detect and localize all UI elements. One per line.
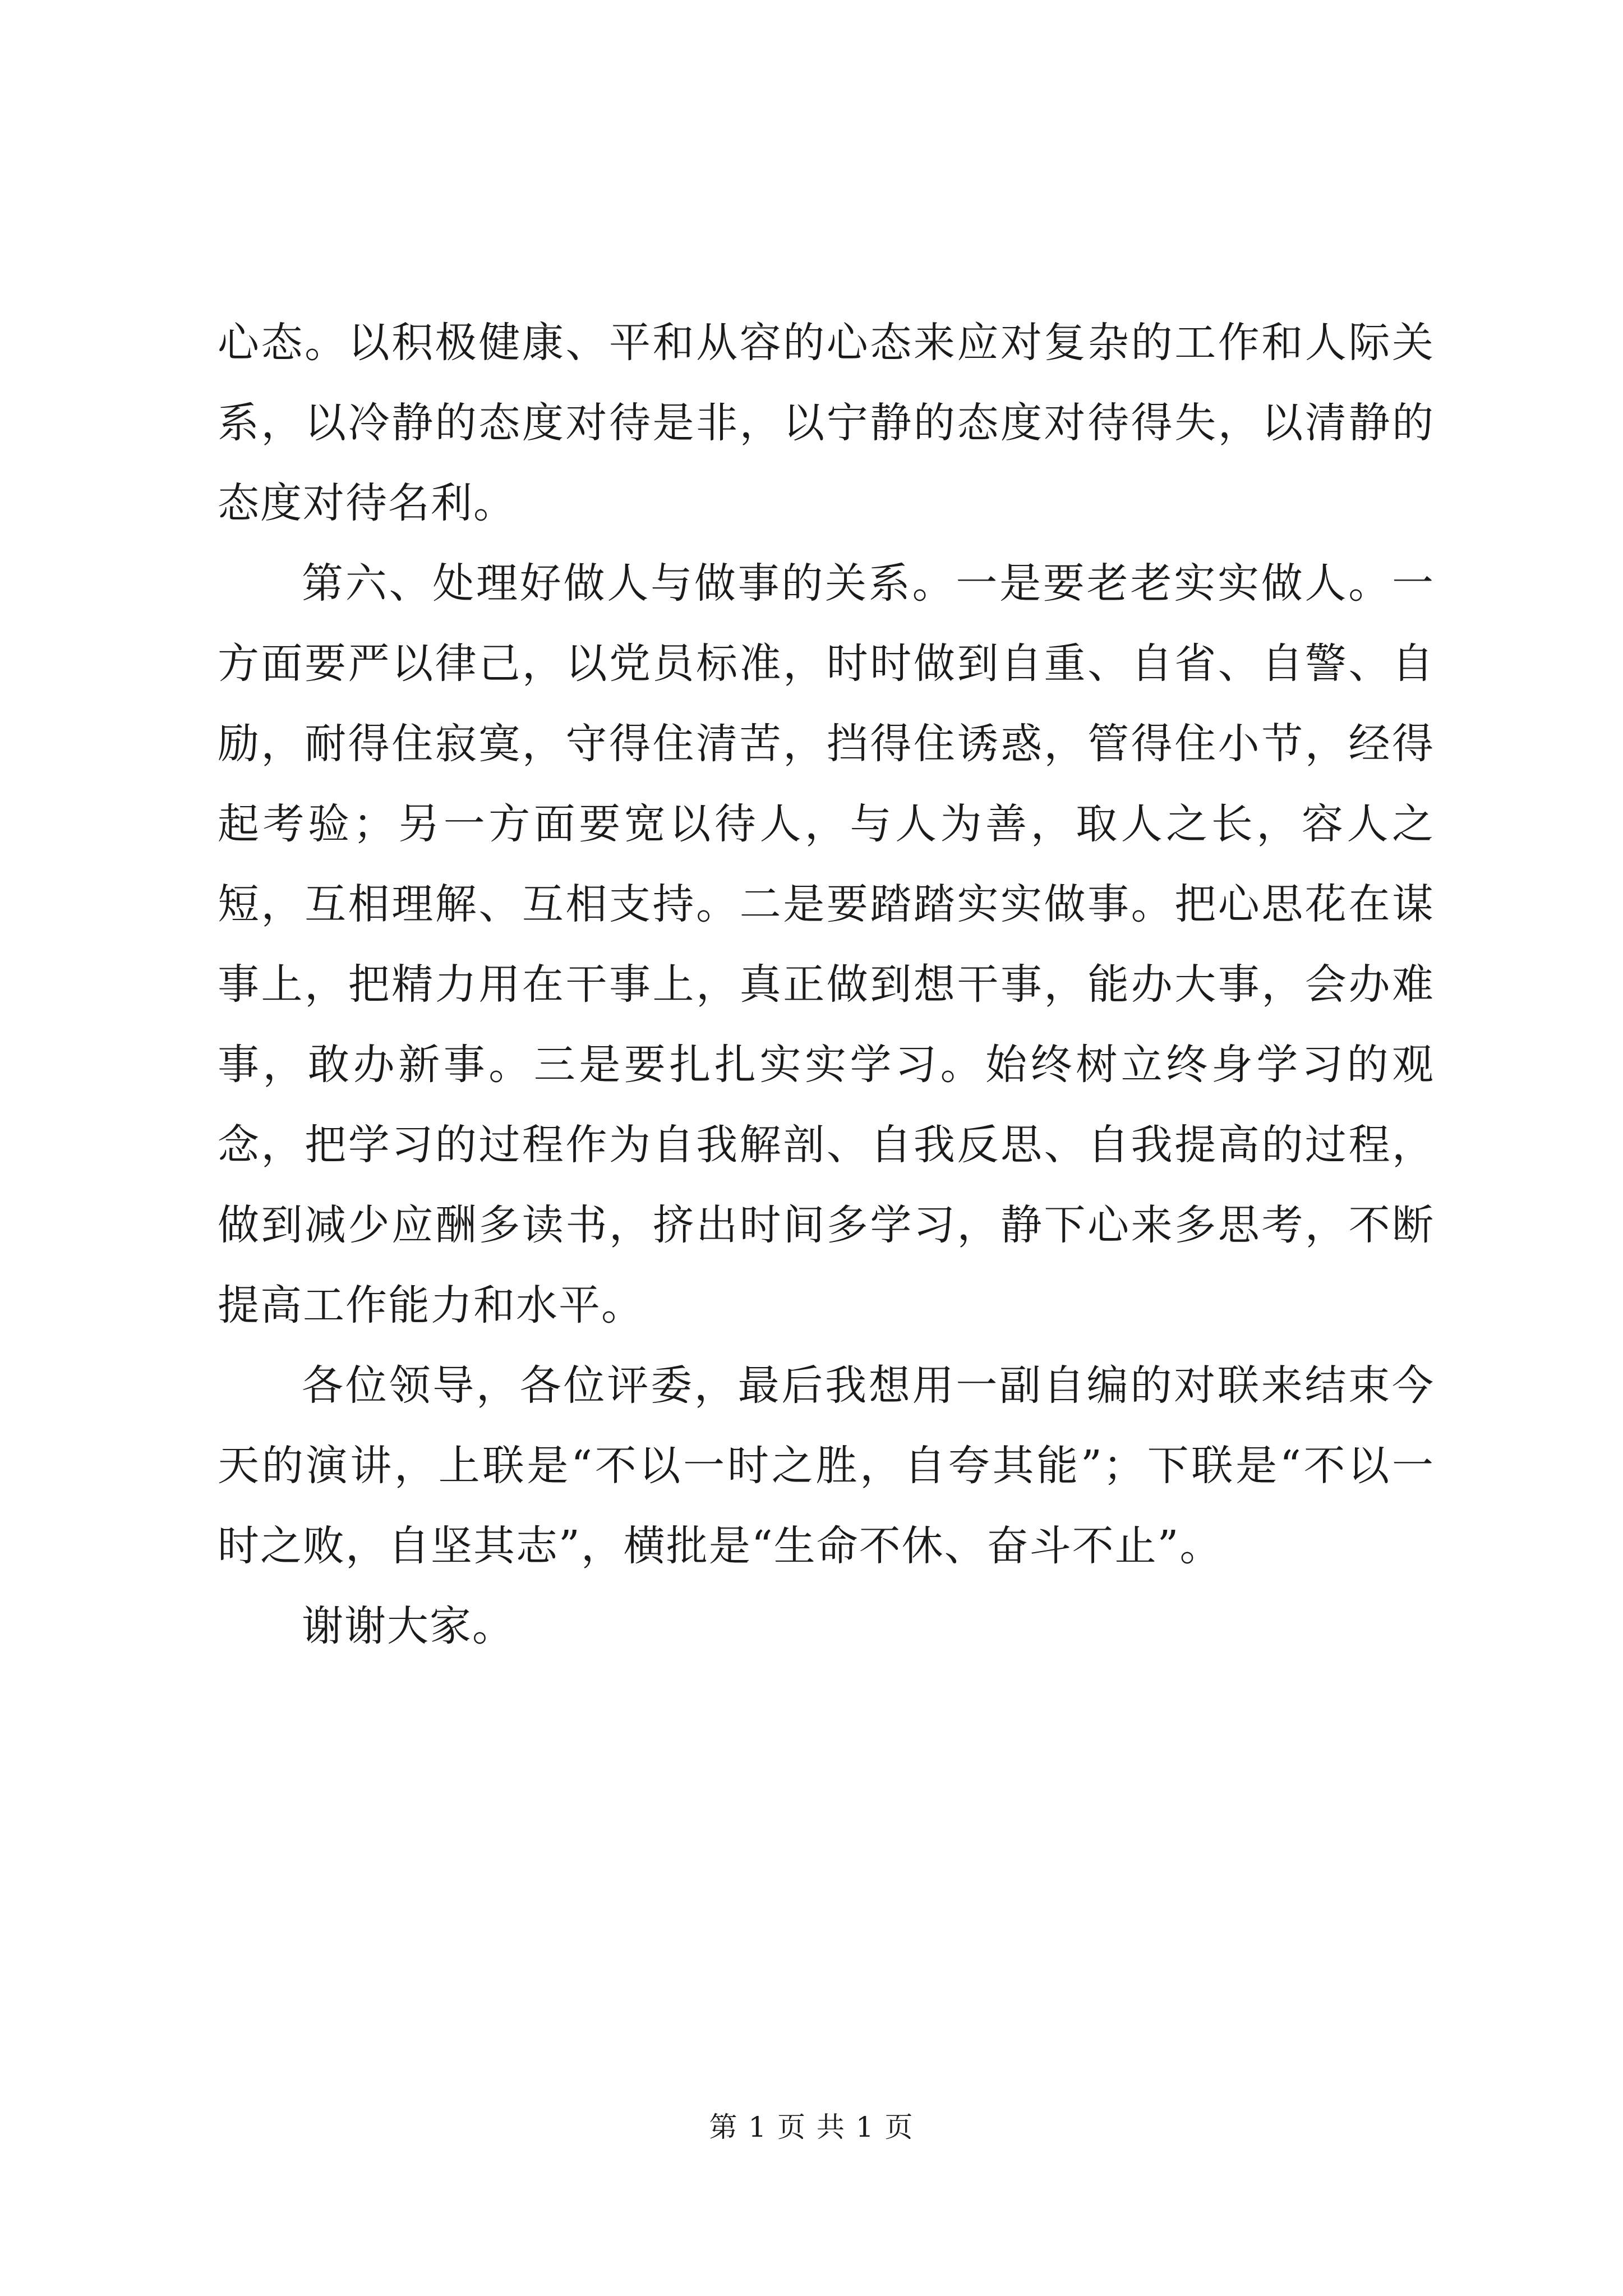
paragraph-continuation: 心态。以积极健康、平和从容的心态来应对复杂的工作和人际关系，以冷静的态度对待是非，以宁静的态度对待得失，以清静的态度对待名利。 bbox=[218, 319, 1435, 527]
paragraph-thanks: 谢谢大家。 bbox=[302, 1602, 515, 1650]
paragraph-closing-couplet: 各位领导，各位评委，最后我想用一副自编的对联来结束今天的演讲，上联是“不以一时之胜，自夸其能”；下联是“不以一时之败，自坚其志”，横批是“生命不休、奋斗不止”。 bbox=[218, 1361, 1435, 1570]
page-footer: 第 1 页 共 1 页 bbox=[709, 2111, 914, 2143]
paragraph-section-six: 第六、处理好做人与做事的关系。一是要老老实实做人。一方面要严以律己，以党员标准，时时做到自重、自省、自警、自励，耐得住寂寞，守得住清苦，挡得住诱惑，管得住小节，经得起考验；另一方面要宽以待人，与人为善，取人之长，容人之短，互相理解、互相支持。二是要踏踏实实做事。把心思花在谋事上，把精力用在干事上，真正做到想干事，能办大事，会办难事，敢办新事。三是要扎扎实实学习。始终树立终身学习的观念，把学习的过程作为自我解剖、自我反思、自我提高的过程，做到减少应酬多读书，挤出时间多学习，静下心来多思考，不断提高工作能力和水平。 bbox=[218, 559, 1435, 1329]
document-body bbox=[218, 303, 1435, 1667]
